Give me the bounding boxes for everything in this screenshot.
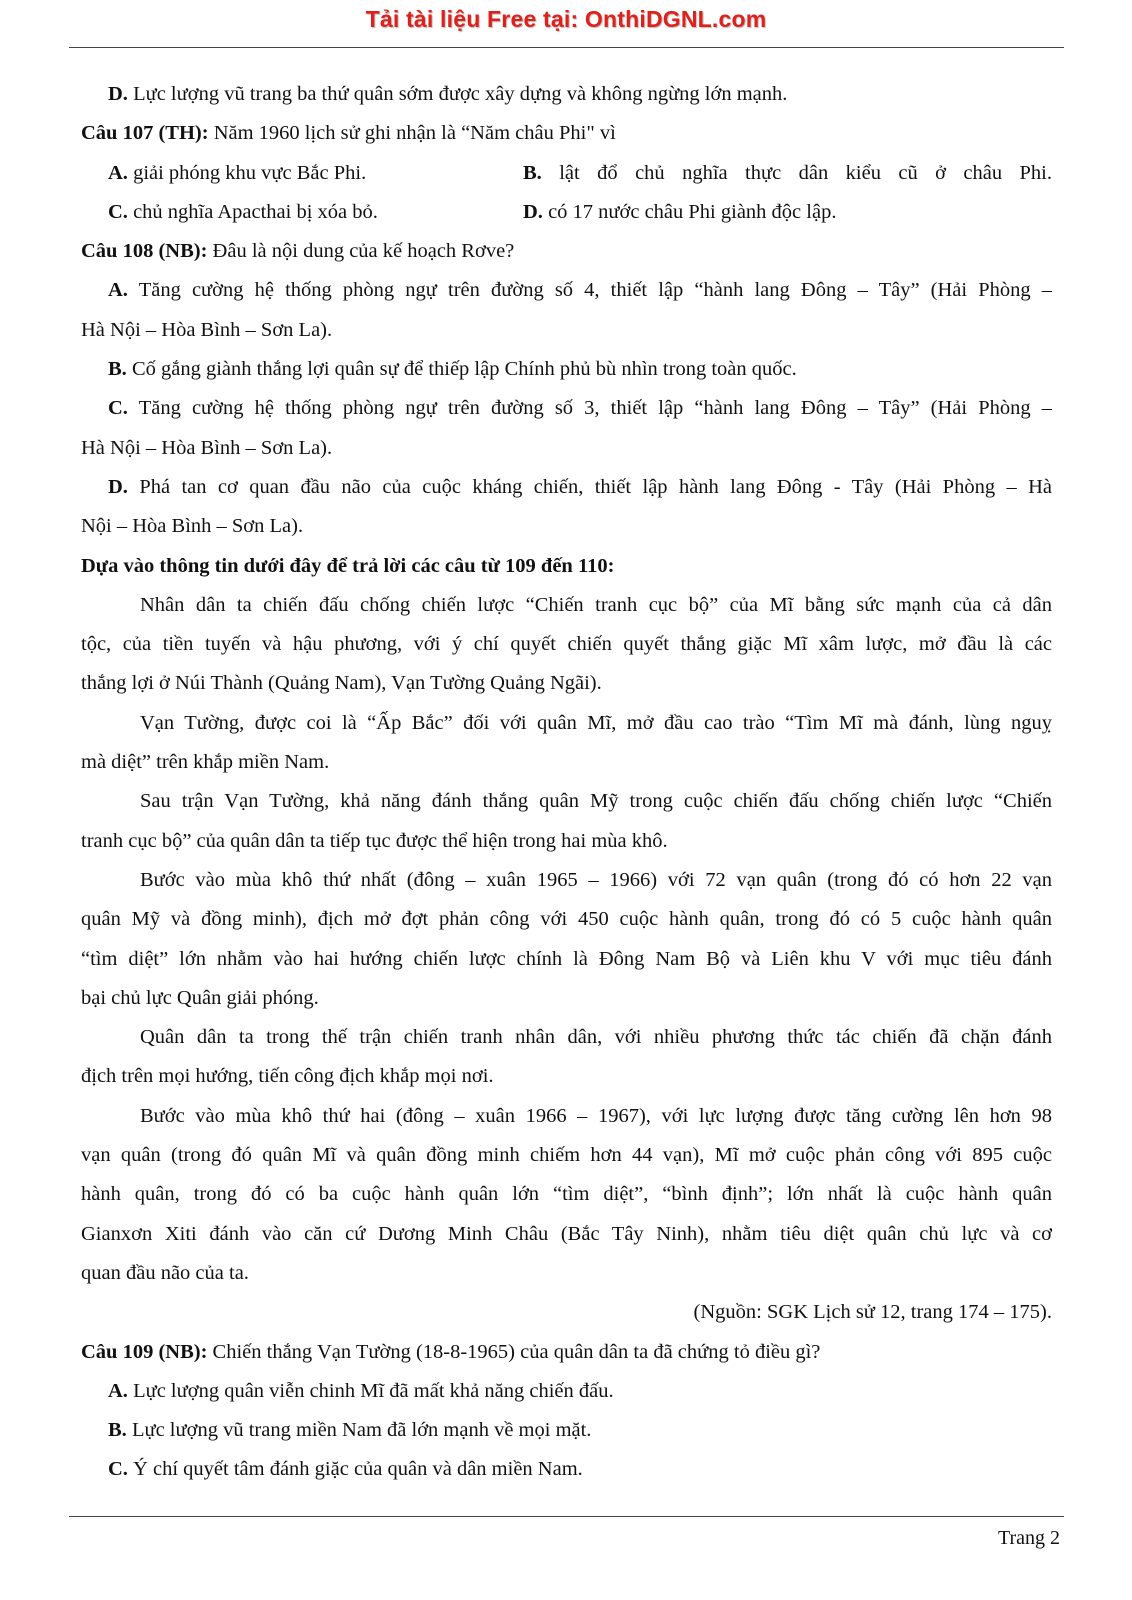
passage-source: (Nguồn: SGK Lịch sử 12, trang 174 – 175).	[693, 1301, 1052, 1324]
passage-line: Bước vào mùa khô thứ nhất (đông – xuân 1965 – 1966) với 72 vạn quân (trong đó có hơn 22 vạn	[140, 868, 1052, 891]
footer-divider	[69, 1516, 1064, 1517]
passage-line: bại chủ lực Quân giải phóng.	[81, 986, 319, 1009]
passage-line: Sau trận Vạn Tường, khả năng đánh thắng quân Mỹ trong cuộc chiến đấu chống chiến lược “Chiến	[140, 790, 1052, 813]
passage-line: mà diệt” trên khắp miền Nam.	[81, 751, 330, 774]
q109-option-c	[81, 1450, 1052, 1489]
q108-option-c-cont: Hà Nội – Hòa Bình – Sơn La).	[81, 436, 333, 459]
q107-option-a	[81, 154, 523, 193]
q108-stem	[81, 232, 1052, 271]
question-label: Câu 107 (TH):	[81, 122, 209, 145]
option-text: Lực lượng quân viễn chinh Mĩ đã mất khả năng chiến đấu.	[133, 1379, 614, 1402]
option-text: lật đổ chủ nghĩa thực dân kiểu cũ ở châu Phi.	[559, 161, 1052, 184]
question-text: Chiến thắng Vạn Tường (18-8-1965) của quân dân ta đã chứng tỏ điều gì?	[212, 1340, 821, 1363]
option-letter: B.	[523, 161, 542, 184]
option-letter: A.	[108, 161, 128, 184]
option-letter: A.	[108, 279, 128, 302]
option-letter: B.	[108, 1419, 127, 1442]
question-label: Câu 109 (NB):	[81, 1340, 208, 1363]
option-letter: C.	[108, 1458, 128, 1481]
passage-line: tranh cục bộ” của quân dân ta tiếp tục được thể hiện trong hai mùa khô.	[81, 829, 668, 852]
option-letter: C.	[108, 200, 128, 223]
q107-option-d	[523, 193, 836, 232]
option-letter: A.	[108, 1379, 128, 1402]
passage-line: Vạn Tường, được coi là “Ấp Bắc” đối với quân Mĩ, mở đầu cao trào “Tìm Mĩ mà đánh, lùng nguỵ	[140, 711, 1052, 734]
passage-line: thắng lợi ở Núi Thành (Quảng Nam), Vạn Tường Quảng Ngãi).	[81, 672, 602, 695]
passage-heading-text: Dựa vào thông tin dưới đây để trả lời các câu từ 109 đến 110:	[81, 554, 615, 577]
option-text: Lực lượng vũ trang ba thứ quân sớm được xây dựng và không ngừng lớn mạnh.	[133, 83, 788, 105]
q109-option-b	[81, 1411, 1052, 1450]
page-content	[81, 75, 1052, 1490]
option-text: Tăng cường hệ thống phòng ngự trên đường số 4, thiết lập “hành lang Đông – Tây” (Hải Phòng –	[138, 279, 1052, 302]
q108-option-b	[81, 350, 1052, 389]
passage-paragraph-4	[81, 861, 1052, 1018]
option-text: Phá tan cơ quan đầu não của cuộc kháng chiến, thiết lập hành lang Đông - Tây (Hải Phòng – Hà	[139, 475, 1052, 498]
passage-line: Bước vào mùa khô thứ hai (đông – xuân 1966 – 1967), với lực lượng được tăng cường lên hơn 98	[140, 1104, 1052, 1127]
q108-option-d	[81, 468, 1052, 507]
q107-options-row-2	[81, 193, 1052, 232]
option-text: có 17 nước châu Phi giành độc lập.	[548, 200, 837, 223]
q107-options-row-1	[81, 154, 1052, 193]
question-text: Năm 1960 lịch sử ghi nhận là “Năm châu Phi" vì	[213, 122, 616, 145]
page-number: Trang 2	[997, 1527, 1060, 1549]
q107-option-c	[81, 193, 523, 232]
question-text: Đâu là nội dung của kế hoạch Rơve?	[212, 240, 515, 263]
header-divider	[69, 47, 1064, 48]
option-text: chủ nghĩa Apacthai bị xóa bỏ.	[133, 200, 378, 223]
passage-paragraph-3	[81, 782, 1052, 861]
passage-line: “tìm diệt” lớn nhằm vào hai hướng chiến lược chính là Đông Nam Bộ và Liên khu V với mục tiêu đánh	[81, 947, 1052, 970]
download-banner[interactable]: Tải tài liệu Free tại: OnthiDGNL.com	[365, 6, 767, 32]
option-letter: D.	[108, 83, 128, 105]
q108-option-d-cont: Nội – Hòa Bình – Sơn La).	[81, 515, 304, 538]
q108-option-c	[81, 389, 1052, 428]
passage-line: quân Mỹ và đồng minh), địch mở đợt phản công với 450 cuộc hành quân, trong đó có 5 cuộc hành quân	[81, 908, 1052, 931]
q109-option-a	[81, 1372, 1052, 1411]
option-letter: B.	[108, 358, 127, 381]
option-letter: D.	[108, 475, 128, 498]
passage-line: Nhân dân ta chiến đấu chống chiến lược “Chiến tranh cục bộ” của Mĩ bằng sức mạnh của cả dân	[140, 593, 1052, 616]
option-text: Ý chí quyết tâm đánh giặc của quân và dân miền Nam.	[133, 1458, 583, 1481]
q109-stem	[81, 1333, 1052, 1372]
passage-line: Quân dân ta trong thế trận chiến tranh nhân dân, với nhiều phương thức tác chiến đã chặn đánh	[140, 1026, 1052, 1049]
passage-line: Gianxơn Xiti đánh vào căn cứ Dương Minh Châu (Bắc Tây Ninh), nhằm tiêu diệt quân chủ lực và cơ	[81, 1222, 1052, 1245]
passage-paragraph-6	[81, 1097, 1052, 1293]
q108-option-a-cont: Hà Nội – Hòa Bình – Sơn La).	[81, 318, 333, 341]
passage-line: tộc, của tiền tuyến và hậu phương, với ý chí quyết chiến quyết thắng giặc Mĩ xâm lược, mở đầu là các	[81, 633, 1052, 656]
option-text: giải phóng khu vực Bắc Phi.	[133, 161, 367, 184]
passage-paragraph-1	[81, 586, 1052, 704]
option-letter: D.	[523, 200, 543, 223]
passage-line: hành quân, trong đó có ba cuộc hành quân lớn “tìm diệt”, “bình định”; lớn nhất là cuộc hành quân	[81, 1183, 1052, 1206]
question-label: Câu 108 (NB):	[81, 240, 208, 263]
option-letter: C.	[108, 397, 128, 420]
option-text: Cố gắng giành thắng lợi quân sự để thiếp lập Chính phủ bù nhìn trong toàn quốc.	[131, 358, 797, 381]
q107-stem	[81, 114, 1052, 153]
passage-heading	[81, 547, 1052, 586]
option-text: Tăng cường hệ thống phòng ngự trên đường số 3, thiết lập “hành lang Đông – Tây” (Hải Phòng –	[138, 397, 1052, 420]
passage-line: vạn quân (trong đó quân Mĩ và quân đồng minh chiếm hơn 44 vạn), Mĩ mở cuộc phản công với 895 cuộc	[81, 1144, 1052, 1167]
passage-paragraph-5	[81, 1018, 1052, 1097]
option-text: Lực lượng vũ trang miền Nam đã lớn mạnh về mọi mặt.	[131, 1419, 592, 1442]
passage-line: quan đầu não của ta.	[81, 1261, 249, 1284]
q107-option-b	[523, 154, 1052, 193]
passage-line: địch trên mọi hướng, tiến công địch khắp mọi nơi.	[81, 1065, 494, 1088]
passage-paragraph-2	[81, 704, 1052, 783]
q108-option-a	[81, 271, 1052, 310]
q106-option-d	[81, 75, 1052, 114]
